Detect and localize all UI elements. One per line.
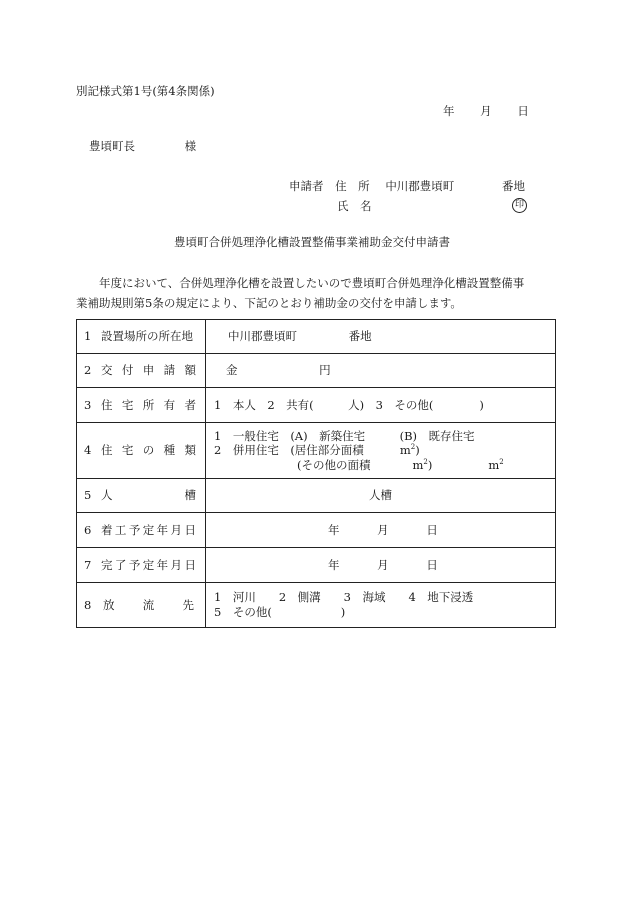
location-suffix: 番地 xyxy=(348,329,372,344)
row-label: 着 工 予 定 年 月 日 xyxy=(101,522,196,537)
row-label: 設置場所の所在地 xyxy=(101,329,193,344)
form-number: 別記様式第1号(第4条関係) xyxy=(76,84,215,98)
row-label: 交 付 申 請 額 xyxy=(101,363,196,378)
table-row-tank-capacity xyxy=(77,479,556,513)
location-town: 中川郡豊頃町 xyxy=(228,329,297,344)
start-day: 日 xyxy=(426,522,438,537)
start-month: 月 xyxy=(377,522,389,537)
row-number: 4 xyxy=(84,443,92,458)
row-label: 人 槽 xyxy=(101,488,196,503)
house-type-line-2: 2 併用住宅 (居住部分面積 $m^2$) xyxy=(214,443,420,458)
date-line xyxy=(443,106,529,118)
row-number: 2 xyxy=(84,363,92,378)
addressee-suffix: 様 xyxy=(184,139,197,153)
row-label: 住 宅 の 種 類 xyxy=(101,443,196,458)
row-label: 放 流 先 xyxy=(103,597,194,612)
table-row-location xyxy=(77,320,556,354)
row-number: 3 xyxy=(84,397,92,412)
document-title: 豊頃町合併処理浄化槽設置整備事業補助金交付申請書 xyxy=(174,235,450,249)
body-line-1: 年度において、合併処理浄化槽を設置したいので豊頃町合併処理浄化槽設置整備事 xyxy=(76,276,525,290)
applicant-role: 申請者 xyxy=(289,179,324,193)
discharge-line-1: 1 河川 2 側溝 3 海域 4 地下浸透 xyxy=(214,590,474,605)
end-year: 年 xyxy=(328,557,340,572)
table-row-owner xyxy=(77,388,556,423)
body-line-2: 業補助規則第5条の規定により、下記のとおり補助金の交付を申請します。 xyxy=(76,296,462,310)
date-year: 年 xyxy=(443,104,455,118)
applicant-address-value: 中川郡豊頃町 xyxy=(385,179,455,193)
end-day: 日 xyxy=(426,557,438,572)
addressee xyxy=(89,141,196,153)
amount-unit: 円 xyxy=(319,363,331,378)
row-number: 8 xyxy=(84,597,92,612)
table-row-start-date xyxy=(77,513,556,548)
discharge-line-2: 5 その他( ) xyxy=(214,605,346,619)
applicant-address-label: 住 所 xyxy=(335,179,370,193)
row-number: 6 xyxy=(84,522,92,537)
table-row-amount xyxy=(77,354,556,388)
applicant-address-line xyxy=(289,181,454,193)
end-month: 月 xyxy=(377,557,389,572)
owner-options: 1 本人 2 共有( 人) 3 その他( ) xyxy=(214,397,484,412)
house-type-line-1: 1 一般住宅 (A) 新築住宅 (B) 既存住宅 xyxy=(214,428,475,443)
table-row-house-type xyxy=(77,423,556,479)
table-row-end-date xyxy=(77,548,556,583)
row-number: 7 xyxy=(84,557,92,572)
row-label: 住 宅 所 有 者 xyxy=(101,397,196,412)
house-type-line-3: (その他の面積 $m^2$) $m^2$ xyxy=(297,457,504,472)
start-year: 年 xyxy=(328,522,340,537)
applicant-name-label: 氏 名 xyxy=(337,199,372,213)
row-number: 1 xyxy=(84,329,92,344)
date-day: 日 xyxy=(517,104,529,118)
date-month: 月 xyxy=(480,104,492,118)
row-label: 完 了 予 定 年 月 日 xyxy=(101,557,196,572)
table-row-discharge xyxy=(77,583,556,628)
row-number: 5 xyxy=(84,488,92,503)
applicant-address-suffix: 番地 xyxy=(502,179,525,193)
application-table xyxy=(76,319,556,628)
tank-capacity-unit: 人槽 xyxy=(369,488,392,503)
seal-mark: 印 xyxy=(512,198,527,213)
amount-prefix: 金 xyxy=(226,363,238,378)
addressee-name: 豊頃町長 xyxy=(89,139,135,153)
